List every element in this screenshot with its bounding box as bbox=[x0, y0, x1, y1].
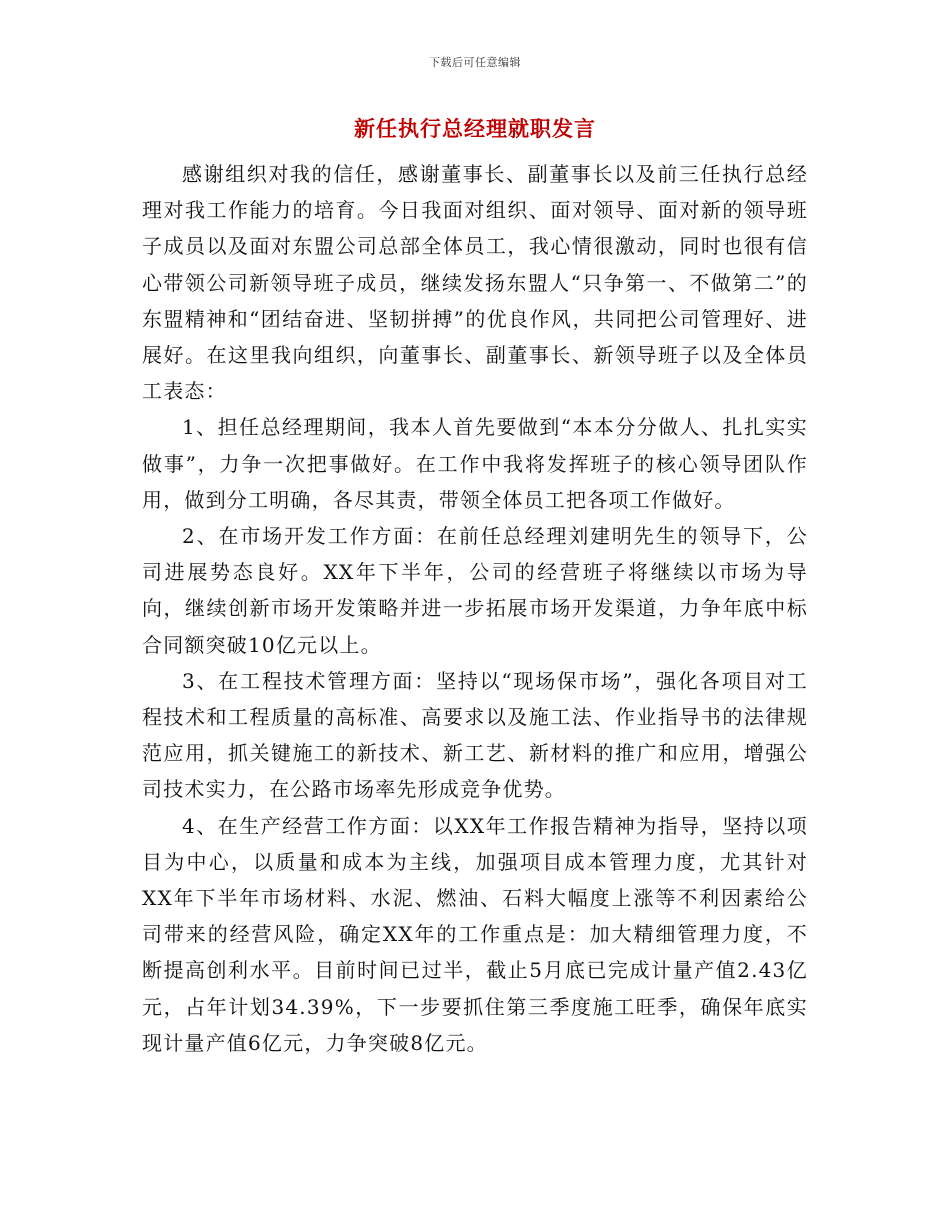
document-title: 新任执行总经理就职发言 bbox=[354, 116, 596, 141]
paragraph-point-2: 2、在市场开发工作方面：在前任总经理刘建明先生的领导下，公司进展势态良好。XX年下半年，公司的经营班子将继续以市场为导向，继续创新市场开发策略并进一步拓展市场开发渠道，力争年底中标合同额突破10亿元以上。 bbox=[142, 524, 808, 657]
paragraph-intro: 感谢组织对我的信任，感谢董事长、副董事长以及前三任执行总经理对我工作能力的培育。今日我面对组织、面对领导、面对新的领导班子成员以及面对东盟公司总部全体员工，我心情很激动，同时也很有信心带领公司新领导班子成员，继续发扬东盟人“只争第一、不做第二”的东盟精神和“团结奋进、坚韧拼搏”的优良作风，共同把公司管理好、进展好。在这里我向组织，向董事长、副董事长、新领导班子以及全体员工表态： bbox=[142, 162, 808, 404]
document-body bbox=[142, 156, 808, 1061]
paragraph-point-1: 1、担任总经理期间，我本人首先要做到“本本分分做人、扎扎实实做事”，力争一次把事做好。在工作中我将发挥班子的核心领导团队作用，做到分工明确，各尽其责，带领全体员工把各项工作做好。 bbox=[142, 415, 808, 512]
header-note: 下载后可任意编辑 bbox=[429, 56, 521, 69]
paragraph-point-4: 4、在生产经营工作方面：以XX年工作报告精神为指导，坚持以项目为中心，以质量和成本为主线，加强项目成本管理力度，尤其针对XX年下半年市场材料、水泥、燃油、石料大幅度上涨等不利因素给公司带来的经营风险，确定XX年的工作重点是：加大精细管理力度，不断提高创利水平。目前时间已过半，截止5月底已完成计量产值2.43亿元，占年计划34.39%，下一步要抓住第三季度施工旺季，确保年底实现计量产值6亿元，力争突破8亿元。 bbox=[142, 813, 808, 1055]
paragraph-point-3: 3、在工程技术管理方面：坚持以“现场保市场”，强化各项目对工程技术和工程质量的高标准、高要求以及施工法、作业指导书的法律规范应用，抓关键施工的新技术、新工艺、新材料的推广和应用，增强公司技术实力，在公路市场率先形成竞争优势。 bbox=[142, 668, 808, 802]
